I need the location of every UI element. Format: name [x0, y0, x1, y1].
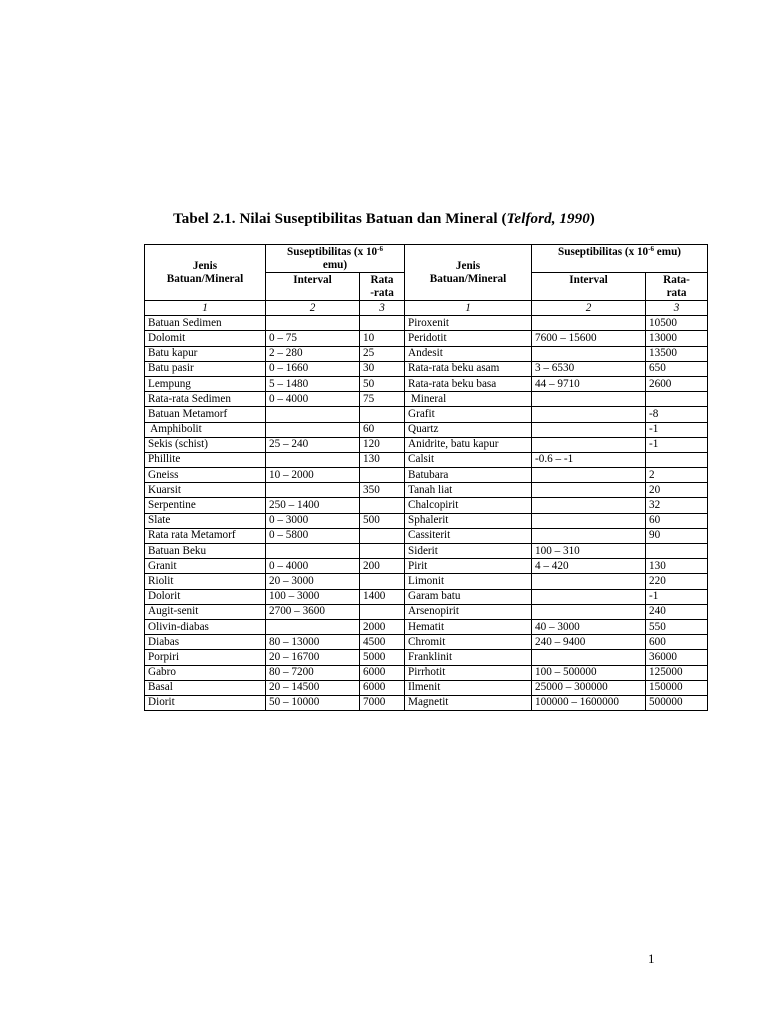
- table-body: [145, 316, 708, 711]
- index-cell: 2: [532, 301, 646, 316]
- rock-average-cell: 50: [360, 376, 405, 391]
- mineral-interval-cell: [532, 483, 646, 498]
- mineral-name-cell: Hematit: [405, 619, 532, 634]
- table-row: [145, 422, 708, 437]
- rock-name-cell: Rata rata Metamorf: [145, 528, 266, 543]
- rock-name-cell: Gabro: [145, 665, 266, 680]
- rock-interval-cell: 0 – 4000: [266, 392, 360, 407]
- mineral-interval-cell: 240 – 9400: [532, 635, 646, 650]
- rock-name-cell: Diabas: [145, 635, 266, 650]
- rock-interval-cell: [266, 407, 360, 422]
- header-rata-right: [646, 273, 708, 301]
- table-row: [145, 331, 708, 346]
- header-suscept-right-a: Suseptibilitas (x 10: [558, 246, 649, 258]
- rock-name-cell: Basal: [145, 680, 266, 695]
- header-interval-right: Interval: [532, 273, 646, 301]
- header-suscept-right-b: emu): [654, 246, 682, 258]
- rock-name-cell: Dolorit: [145, 589, 266, 604]
- mineral-average-cell: 13500: [646, 346, 708, 361]
- rock-average-cell: [360, 316, 405, 331]
- rock-interval-cell: [266, 452, 360, 467]
- mineral-interval-cell: 44 – 9710: [532, 376, 646, 391]
- mineral-name-cell: Quartz: [405, 422, 532, 437]
- rock-average-cell: 6000: [360, 680, 405, 695]
- rock-interval-cell: 2 – 280: [266, 346, 360, 361]
- mineral-average-cell: 90: [646, 528, 708, 543]
- rock-interval-cell: 0 – 75: [266, 331, 360, 346]
- mineral-interval-cell: 100 – 310: [532, 544, 646, 559]
- header-rata-right-line2: rata: [666, 287, 687, 299]
- mineral-interval-cell: 4 – 420: [532, 559, 646, 574]
- table-row: [145, 635, 708, 650]
- header-jenis-right: [405, 245, 532, 301]
- mineral-interval-cell: 7600 – 15600: [532, 331, 646, 346]
- rock-name-cell: Sekis (schist): [145, 437, 266, 452]
- mineral-name-cell: Chromit: [405, 635, 532, 650]
- rock-name-cell: Gneiss: [145, 468, 266, 483]
- mineral-interval-cell: [532, 498, 646, 513]
- index-cell: 1: [145, 301, 266, 316]
- rock-interval-cell: 0 – 4000: [266, 559, 360, 574]
- mineral-average-cell: -1: [646, 589, 708, 604]
- rock-interval-cell: [266, 316, 360, 331]
- mineral-average-cell: 130: [646, 559, 708, 574]
- mineral-name-cell: Limonit: [405, 574, 532, 589]
- index-cell: 2: [266, 301, 360, 316]
- mineral-average-cell: [646, 544, 708, 559]
- header-rata-left: [360, 273, 405, 301]
- rock-name-cell: Riolit: [145, 574, 266, 589]
- table-row: [145, 589, 708, 604]
- table-row: [145, 392, 708, 407]
- header-rata-left-line1: Rata: [370, 274, 394, 286]
- header-rata-left-line2: -rata: [370, 287, 394, 299]
- mineral-interval-cell: [532, 392, 646, 407]
- mineral-name-cell: Piroxenit: [405, 316, 532, 331]
- rock-interval-cell: 50 – 10000: [266, 695, 360, 710]
- rock-name-cell: Amphibolit: [145, 422, 266, 437]
- rock-average-cell: [360, 604, 405, 619]
- mineral-name-cell: Anidrite, batu kapur: [405, 437, 532, 452]
- table-row: [145, 574, 708, 589]
- mineral-name-cell: Cassiterit: [405, 528, 532, 543]
- mineral-name-cell: Siderit: [405, 544, 532, 559]
- table-row: [145, 316, 708, 331]
- page-number: 1: [648, 951, 655, 966]
- mineral-average-cell: 60: [646, 513, 708, 528]
- rock-average-cell: 120: [360, 437, 405, 452]
- mineral-average-cell: 10500: [646, 316, 708, 331]
- rock-interval-cell: 20 – 16700: [266, 650, 360, 665]
- mineral-average-cell: 32: [646, 498, 708, 513]
- mineral-name-cell: Rata-rata beku basa: [405, 376, 532, 391]
- mineral-name-cell: Calsit: [405, 452, 532, 467]
- table-row: [145, 483, 708, 498]
- rock-interval-cell: 0 – 1660: [266, 361, 360, 376]
- rock-average-cell: 60: [360, 422, 405, 437]
- table-row: [145, 650, 708, 665]
- rock-average-cell: 5000: [360, 650, 405, 665]
- rock-interval-cell: [266, 483, 360, 498]
- mineral-name-cell: Grafit: [405, 407, 532, 422]
- rock-interval-cell: 250 – 1400: [266, 498, 360, 513]
- mineral-name-cell: Sphalerit: [405, 513, 532, 528]
- index-row: [145, 301, 708, 316]
- rock-average-cell: 75: [360, 392, 405, 407]
- rock-interval-cell: [266, 544, 360, 559]
- mineral-interval-cell: [532, 316, 646, 331]
- rock-average-cell: 25: [360, 346, 405, 361]
- rock-name-cell: Batuan Sedimen: [145, 316, 266, 331]
- mineral-interval-cell: 40 – 3000: [532, 619, 646, 634]
- rock-average-cell: [360, 574, 405, 589]
- rock-average-cell: 200: [360, 559, 405, 574]
- header-interval-left: Interval: [266, 273, 360, 301]
- header-jenis-left-line2: Batuan/Mineral: [166, 273, 244, 285]
- mineral-average-cell: 125000: [646, 665, 708, 680]
- mineral-interval-cell: [532, 528, 646, 543]
- mineral-interval-cell: [532, 346, 646, 361]
- rock-average-cell: 1400: [360, 589, 405, 604]
- mineral-interval-cell: 25000 – 300000: [532, 680, 646, 695]
- table-row: [145, 498, 708, 513]
- rock-name-cell: Augit-senit: [145, 604, 266, 619]
- mineral-interval-cell: [532, 422, 646, 437]
- index-cell: 3: [646, 301, 708, 316]
- rock-interval-cell: 0 – 3000: [266, 513, 360, 528]
- mineral-average-cell: -8: [646, 407, 708, 422]
- rock-name-cell: Porpiri: [145, 650, 266, 665]
- table-row: [145, 559, 708, 574]
- mineral-name-cell: Pirrhotit: [405, 665, 532, 680]
- index-cell: 1: [405, 301, 532, 316]
- mineral-average-cell: 20: [646, 483, 708, 498]
- rock-name-cell: Diorit: [145, 695, 266, 710]
- rock-interval-cell: 2700 – 3600: [266, 604, 360, 619]
- mineral-average-cell: 500000: [646, 695, 708, 710]
- table-row: [145, 513, 708, 528]
- mineral-interval-cell: [532, 574, 646, 589]
- rock-name-cell: Lempung: [145, 376, 266, 391]
- rock-name-cell: Rata-rata Sedimen: [145, 392, 266, 407]
- rock-average-cell: 130: [360, 452, 405, 467]
- table-row: [145, 468, 708, 483]
- mineral-name-cell: Magnetit: [405, 695, 532, 710]
- mineral-average-cell: [646, 452, 708, 467]
- mineral-name-cell: Arsenopirit: [405, 604, 532, 619]
- rock-name-cell: Serpentine: [145, 498, 266, 513]
- mineral-average-cell: [646, 392, 708, 407]
- table-row: [145, 437, 708, 452]
- rock-average-cell: 7000: [360, 695, 405, 710]
- table-row: [145, 528, 708, 543]
- index-cell: 3: [360, 301, 405, 316]
- caption-suffix: ): [589, 211, 595, 227]
- mineral-name-cell: Chalcopirit: [405, 498, 532, 513]
- header-jenis-left-line1: Jenis: [192, 260, 218, 272]
- mineral-interval-cell: [532, 437, 646, 452]
- table-row: [145, 619, 708, 634]
- rock-name-cell: Batuan Beku: [145, 544, 266, 559]
- table-row: [145, 665, 708, 680]
- susceptibility-table: [144, 244, 708, 711]
- rock-average-cell: [360, 544, 405, 559]
- header-suscept-left-b: emu): [322, 259, 348, 271]
- rock-interval-cell: 20 – 14500: [266, 680, 360, 695]
- table-row: [145, 604, 708, 619]
- rock-name-cell: Olivin-diabas: [145, 619, 266, 634]
- mineral-average-cell: 550: [646, 619, 708, 634]
- rock-average-cell: 6000: [360, 665, 405, 680]
- rock-name-cell: Batu pasir: [145, 361, 266, 376]
- rock-average-cell: 500: [360, 513, 405, 528]
- rock-average-cell: [360, 407, 405, 422]
- mineral-name-cell: Rata-rata beku asam: [405, 361, 532, 376]
- header-suscept-right-exp: -6: [648, 245, 654, 253]
- mineral-name-cell: Batubara: [405, 468, 532, 483]
- rock-interval-cell: 25 – 240: [266, 437, 360, 452]
- rock-interval-cell: 0 – 5800: [266, 528, 360, 543]
- mineral-name-cell: Pirit: [405, 559, 532, 574]
- rock-name-cell: Phillite: [145, 452, 266, 467]
- rock-interval-cell: 80 – 13000: [266, 635, 360, 650]
- mineral-name-cell: Peridotit: [405, 331, 532, 346]
- mineral-name-cell: Franklinit: [405, 650, 532, 665]
- rock-name-cell: Slate: [145, 513, 266, 528]
- table-caption: [0, 211, 768, 228]
- mineral-interval-cell: [532, 407, 646, 422]
- rock-interval-cell: 100 – 3000: [266, 589, 360, 604]
- rock-interval-cell: [266, 422, 360, 437]
- table-row: [145, 695, 708, 710]
- mineral-interval-cell: 3 – 6530: [532, 361, 646, 376]
- mineral-average-cell: 36000: [646, 650, 708, 665]
- table-row: [145, 376, 708, 391]
- header-suscept-left: [266, 245, 405, 273]
- rock-average-cell: 2000: [360, 619, 405, 634]
- rock-average-cell: [360, 528, 405, 543]
- rock-average-cell: 10: [360, 331, 405, 346]
- mineral-average-cell: 2600: [646, 376, 708, 391]
- rock-average-cell: 4500: [360, 635, 405, 650]
- rock-name-cell: Batu kapur: [145, 346, 266, 361]
- mineral-interval-cell: [532, 468, 646, 483]
- table-row: [145, 452, 708, 467]
- mineral-interval-cell: 100 – 500000: [532, 665, 646, 680]
- mineral-average-cell: 600: [646, 635, 708, 650]
- caption-source: Telford, 1990: [506, 211, 590, 227]
- rock-name-cell: Batuan Metamorf: [145, 407, 266, 422]
- rock-average-cell: 30: [360, 361, 405, 376]
- mineral-interval-cell: [532, 589, 646, 604]
- mineral-average-cell: 650: [646, 361, 708, 376]
- mineral-name-cell: Mineral: [405, 392, 532, 407]
- mineral-name-cell: Ilmenit: [405, 680, 532, 695]
- mineral-interval-cell: [532, 650, 646, 665]
- rock-average-cell: [360, 498, 405, 513]
- table-row: [145, 346, 708, 361]
- table-row: [145, 361, 708, 376]
- rock-average-cell: 350: [360, 483, 405, 498]
- caption-prefix: Tabel 2.1. Nilai Suseptibilitas Batuan dan Mineral (: [173, 211, 507, 227]
- mineral-name-cell: Tanah liat: [405, 483, 532, 498]
- rock-interval-cell: 5 – 1480: [266, 376, 360, 391]
- table-row: [145, 544, 708, 559]
- header-jenis-left: [145, 245, 266, 301]
- rock-name-cell: Granit: [145, 559, 266, 574]
- mineral-interval-cell: -0.6 – -1: [532, 452, 646, 467]
- header-rata-right-line1: Rata-: [663, 274, 690, 286]
- mineral-average-cell: 2: [646, 468, 708, 483]
- mineral-average-cell: 240: [646, 604, 708, 619]
- rock-average-cell: [360, 468, 405, 483]
- mineral-average-cell: 150000: [646, 680, 708, 695]
- mineral-average-cell: 13000: [646, 331, 708, 346]
- mineral-average-cell: -1: [646, 422, 708, 437]
- mineral-name-cell: Andesit: [405, 346, 532, 361]
- header-jenis-right-line1: Jenis: [455, 260, 481, 272]
- header-suscept-left-a: Suseptibilitas (x 10: [287, 246, 378, 258]
- header-jenis-right-line2: Batuan/Mineral: [429, 273, 507, 285]
- mineral-interval-cell: [532, 604, 646, 619]
- header-suscept-left-exp: -6: [377, 245, 383, 253]
- mineral-average-cell: 220: [646, 574, 708, 589]
- mineral-interval-cell: 100000 – 1600000: [532, 695, 646, 710]
- table-row: [145, 680, 708, 695]
- mineral-interval-cell: [532, 513, 646, 528]
- rock-name-cell: Kuarsit: [145, 483, 266, 498]
- mineral-average-cell: -1: [646, 437, 708, 452]
- rock-name-cell: Dolomit: [145, 331, 266, 346]
- rock-interval-cell: [266, 619, 360, 634]
- rock-interval-cell: 10 – 2000: [266, 468, 360, 483]
- rock-interval-cell: 20 – 3000: [266, 574, 360, 589]
- rock-interval-cell: 80 – 7200: [266, 665, 360, 680]
- table-row: [145, 407, 708, 422]
- mineral-name-cell: Garam batu: [405, 589, 532, 604]
- header-suscept-right: [532, 245, 708, 273]
